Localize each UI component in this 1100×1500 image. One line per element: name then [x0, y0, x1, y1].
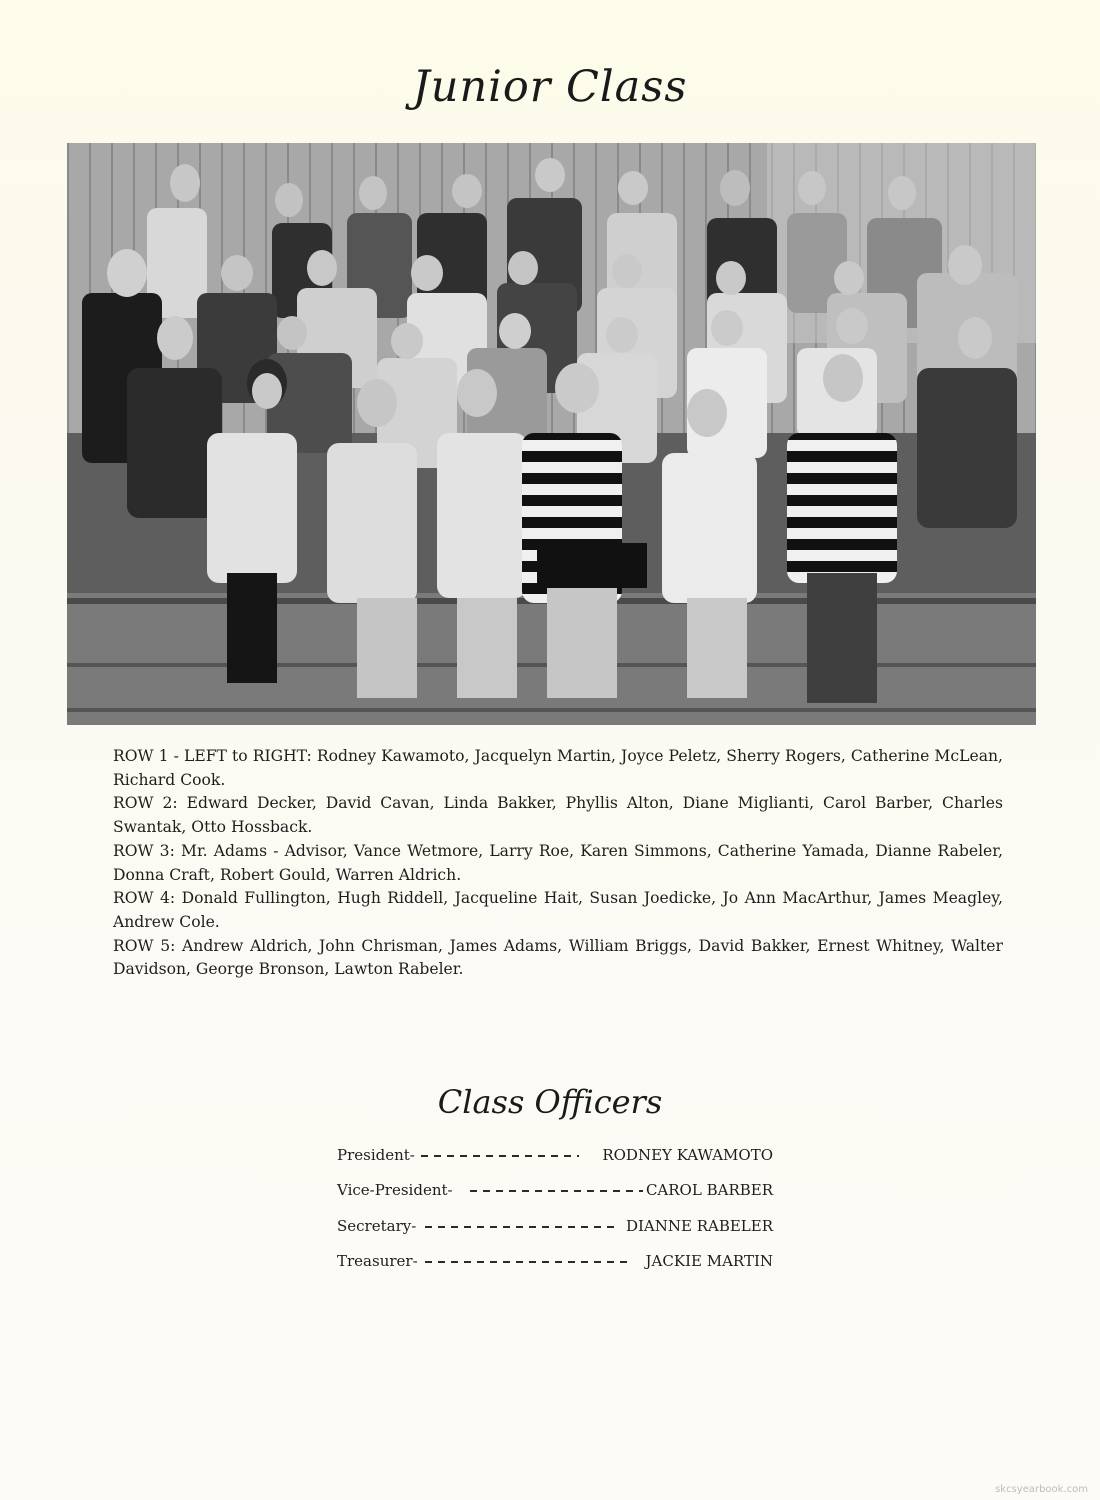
group-photo-icon [67, 143, 1036, 725]
page-title: Junior Class [412, 62, 688, 112]
officers-title: Class Officers [437, 1083, 663, 1121]
dotted-leader [470, 1190, 643, 1192]
officer-name: CAROL BARBER [645, 1181, 773, 1199]
officer-row-vice-president [337, 1181, 773, 1203]
officer-name: JACKIE MARTIN [645, 1252, 773, 1270]
officer-name: DIANNE RABELER [625, 1217, 773, 1235]
caption-row-4: ROW 4: Donald Fullington, Hugh Riddell, Jacqueline Hait, Susan Joedicke, Jo Ann MacArthur, James Meagley, Andrew Cole. [113, 889, 1003, 931]
watermark: skcsyearbook.com [995, 1484, 1088, 1495]
officer-role: Vice-President- [337, 1181, 453, 1199]
photo-caption [113, 745, 1003, 982]
officer-role: Secretary- [337, 1217, 417, 1235]
officer-row-secretary [337, 1217, 773, 1239]
caption-row-5: ROW 5: Andrew Aldrich, John Chrisman, James Adams, William Briggs, David Bakker, Ernest Whitney, Walter Davidson, George Bronson, Lawton Rabeler. [113, 936, 1003, 979]
caption-row-2: ROW 2: Edward Decker, David Cavan, Linda Bakker, Phyllis Alton, Diane Miglianti, Carol Barber, Charles Swantak, Otto Hossback. [113, 794, 1003, 837]
officer-role: Treasurer- [337, 1252, 418, 1270]
officer-name: RODNEY KAWAMOTO [602, 1146, 773, 1164]
dotted-leader [421, 1155, 579, 1157]
officer-row-president [337, 1146, 773, 1168]
officer-row-treasurer [337, 1252, 773, 1274]
officer-role: President- [337, 1146, 415, 1164]
dotted-leader [425, 1261, 630, 1263]
caption-row-3: ROW 3: Mr. Adams - Advisor, Vance Wetmore, Larry Roe, Karen Simmons, Catherine Yamada, Dianne Rabeler, Donna Craft, Robert Gould, Warren Aldrich. [113, 841, 1003, 884]
caption-row-1: ROW 1 - LEFT to RIGHT: Rodney Kawamoto, Jacquelyn Martin, Joyce Peletz, Sherry Rogers, Catherine McLean, Richard Cook. [113, 747, 1003, 789]
dotted-leader [425, 1226, 615, 1228]
class-group-photo [67, 143, 1036, 725]
